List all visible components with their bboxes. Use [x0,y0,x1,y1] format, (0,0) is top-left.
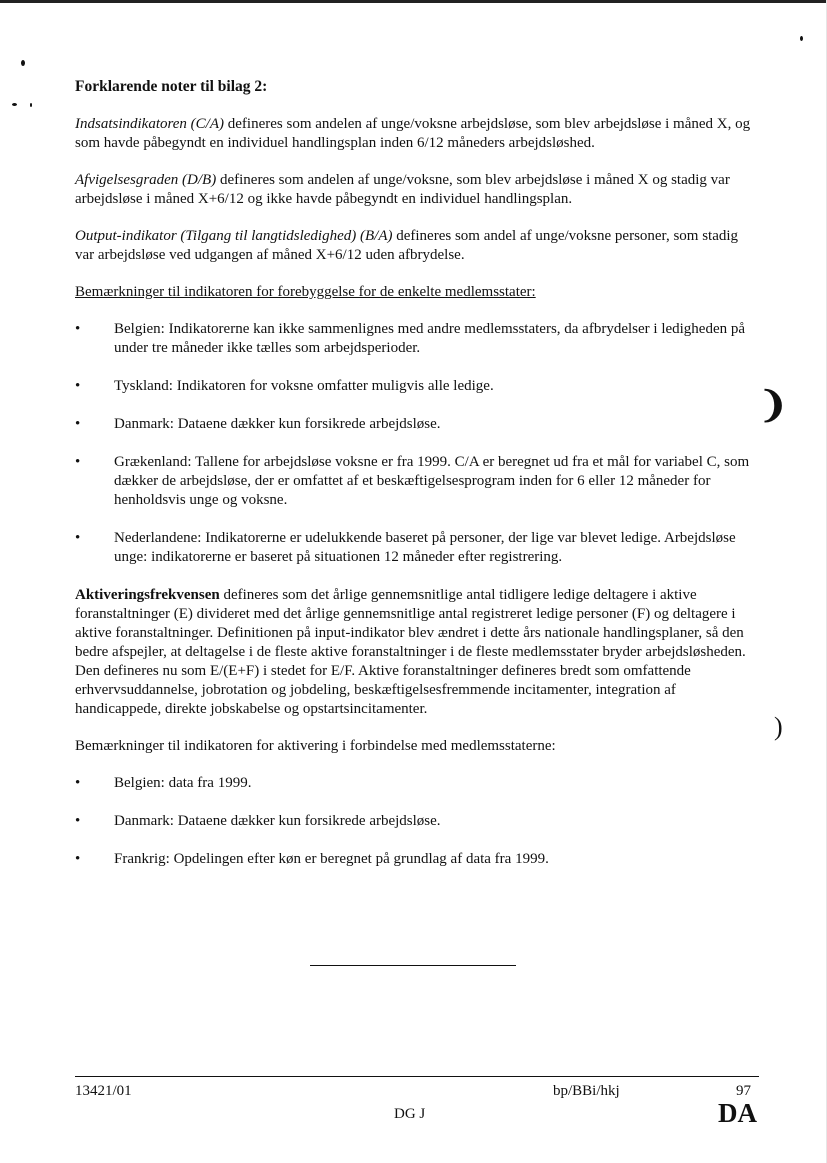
bullet-icon: • [75,416,81,432]
scan-speck [30,103,32,107]
list-item: • Belgien: data fra 1999. [75,775,252,791]
activation-definition [75,586,760,719]
scan-speck [800,36,803,41]
end-separator [310,965,516,966]
definition-output-indicator [75,227,760,265]
prevention-remarks-list [75,320,760,567]
definition-text: defineres som andel af unge/voksne personer, som stadig var arbejdsløse ved udgangen af måned X+6/12 uden afbrydelse. [75,228,739,263]
list-item: • Grækenland: Tallene for arbejdsløse voksne er fra 1999. C/A er beregnet ud fra et mål for variabel C, som dækker de arbejdsløse, der er omfattet af et beskæftigelsesprogram inden for 6 eller 12 måneder for henholdsvis unge og voksne. [75,454,750,508]
definition-dropout-rate [75,171,760,209]
activation-remarks-list [75,774,760,869]
list-item: • Danmark: Dataene dækker kun forsikrede arbejdsløse. [75,416,441,432]
definition-input-indicator [75,115,760,153]
prevention-remarks-title: Bemærkninger til indikatoren for forebyggelse for de enkelte medlemsstater: [75,284,536,300]
bullet-icon: • [75,775,81,791]
definition-text: defineres som det årlige gennemsnitlige antal tidligere ledige deltagere i aktive foranstaltninger (E) divideret med det årlige gennemsnitlige antal registreret ledige personer (F) og deltagere i aktive foranstaltninger. Definitionen på input-indikator blev ændret i dette års nationale handlingsplaner, så den bedre afspejler, at deltagelse i de fleste aktive foranstaltninger i de fleste medlemsstater bryder arbejdsløsheden. Den defineres nu som E/(E+F) i stedet for E/F. Aktive foranstaltninger defineres bredt som omfattende erhvervsuddannelse, jobrotation og jobdeling, beskæftigelsesfremmende incitamenter, integration af handicappede, direkte jobskabelse og opstartsincitamenter. [75,587,746,717]
bullet-icon: • [75,454,81,470]
author-initials: bp/BBi/hkj [553,1083,620,1099]
bullet-icon: • [75,321,81,337]
language-code: DA [718,1098,757,1128]
activation-remarks-title: Bemærkninger til indikatoren for aktivering i forbindelse med medlemsstaterne: [75,738,556,754]
term: Output-indikator (Tilgang til langtidsledighed) (B/A) [75,228,393,244]
term: Afvigelsesgraden (D/B) [75,172,217,188]
term: Indsatsindikatoren (C/A) [75,116,225,132]
scan-speck [21,60,25,66]
scan-edge-top [0,0,827,3]
bullet-icon: • [75,530,81,546]
list-item: • Frankrig: Opdelingen efter køn er beregnet på grundlag af data fra 1999. [75,851,549,867]
page-number: 97 [736,1083,751,1099]
page-heading: Forklarende noter til bilag 2: [75,78,268,95]
term: Aktiveringsfrekvensen [75,587,220,603]
bullet-icon: • [75,851,81,867]
definition-text: defineres som andelen af unge/voksne arbejdsløse, som blev arbejdsløse i måned X, og som havde påbegyndt en individuel handlingsplan inden 6/12 måneders arbejdsløshed. [75,116,751,151]
document-body [75,78,760,888]
scan-speck [12,103,17,106]
bullet-icon: • [75,813,81,829]
footer-rule [75,1076,759,1077]
bullet-icon: • [75,378,81,394]
list-item: • Danmark: Dataene dækker kun forsikrede arbejdsløse. [75,813,441,829]
list-item: • Tyskland: Indikatoren for voksne omfatter muligvis alle ledige. [75,378,494,394]
document-number: 13421/01 [75,1083,132,1099]
scan-mark: ❩ [758,385,789,425]
directorate: DG J [394,1106,426,1122]
list-item: • Belgien: Indikatorerne kan ikke sammenlignes med andre medlemsstaters, da afbrydelser i ledigheden på under tre måneder ikke tælles som arbejdsperioder. [75,321,746,356]
scan-mark: ) [774,712,783,741]
definition-text: defineres som andelen af unge/voksne, som blev arbejdsløse i måned X og stadig var arbejdsløse i måned X+6/12 og ikke havde påbegyndt en individuel handlingsplan. [75,172,730,207]
list-item: • Nederlandene: Indikatorerne er udelukkende baseret på personer, der lige var blevet ledige. Arbejdsløse unge: indikatorerne er baseret på situationen 12 måneder efter registrering. [75,530,736,565]
